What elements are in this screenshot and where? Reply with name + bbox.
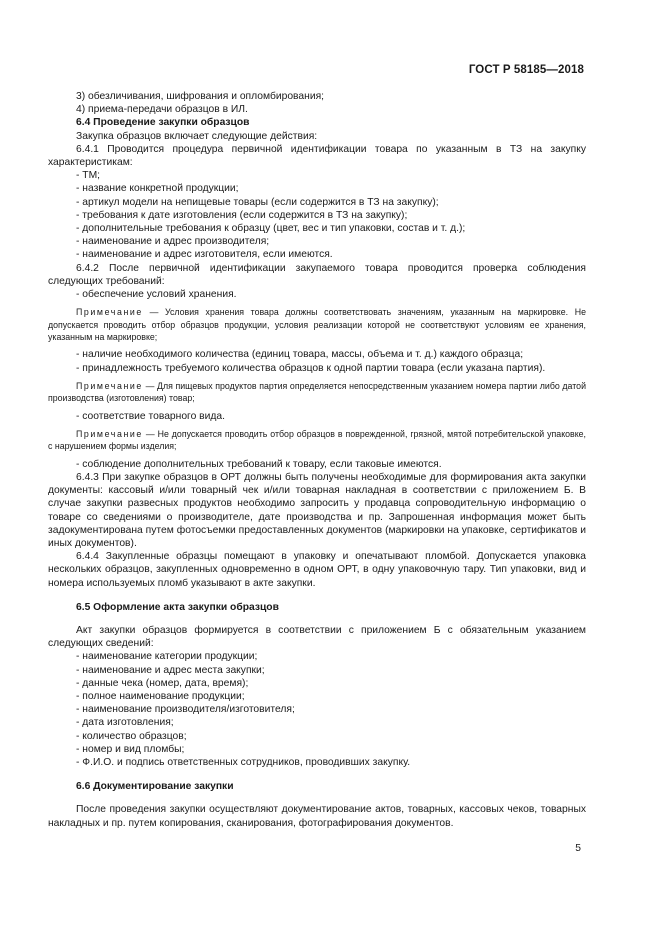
note — [48, 380, 586, 405]
paragraph: Закупка образцов включает следующие действия: — [76, 130, 318, 142]
paragraph-6-5: Акт закупки образцов формируется в соответствии с приложением Б с обязательным указанием следующих сведений: — [48, 624, 586, 650]
list-item: - наименование категории продукции; — [76, 651, 258, 663]
paragraph-6-4-3: 6.4.3 При закупке образцов в ОРТ должны быть получены необходимые для формирования акта закупки документы: кассовый и/или товарный чек и/или товарная накладная в соответствии с приложением Б. В случае закупки развесных продуктов необходимо запросить у продавца сопроводительную информацию о товаре со сведениями о производителе, дате производства и пр. Запрошенная информация может быть задокументирована путем фотосъемки предоставленных документов (маркировки на упаковке, сертификатов и иных документов). — [48, 471, 586, 549]
list-item: - наличие необходимого количества (единиц товара, массы, объема и т. д.) каждого образца; — [76, 349, 524, 361]
list-item: - артикул модели на непищевые товары (если содержится в ТЗ на закупку); — [76, 196, 439, 208]
list-item: - требования к дате изготовления (если содержится в ТЗ на закупку); — [76, 209, 408, 221]
list-item: - соблюдение дополнительных требований к товару, если таковые имеются. — [76, 458, 442, 470]
document-id-header: ГОСТ Р 58185—2018 — [468, 64, 584, 76]
paragraph-6-4-4: 6.4.4 Закупленные образцы помещают в упаковку и опечатывают пломбой. Допускается упаковка нескольких образцов, закупленных одновременно в одном ОРТ, в одну упаковочную тару. Тип упаковки, вид и номера используемых пломб указывают в акте закупки. — [48, 551, 586, 589]
list-item: - наименование и адрес места закупки; — [76, 664, 265, 676]
note-label: Примечание — [76, 307, 143, 318]
paragraph-6-4-1: 6.4.1 Проводится процедура первичной идентификации товара по указанным в ТЗ на закупку характеристикам: — [48, 143, 586, 169]
list-item: - название конкретной продукции; — [76, 183, 239, 195]
list-item: 4) приема-передачи образцов в ИЛ. — [76, 104, 248, 116]
list-item: - номер и вид пломбы; — [76, 743, 185, 755]
list-item: - дополнительные требования к образцу (цвет, вес и тип упаковки, состав и т. д.); — [76, 223, 466, 235]
document-body — [48, 90, 586, 830]
list-item: 3) обезличивания, шифрования и опломбирования; — [76, 91, 325, 102]
list-item: - дата изготовления; — [76, 717, 174, 729]
list-item: - соответствие товарного вида. — [76, 410, 225, 422]
paragraph-6-4-2: 6.4.2 После первичной идентификации закупаемого товара проводится проверка соблюдения следующих требований: — [48, 262, 586, 287]
list-item: - Ф.И.О. и подпись ответственных сотрудников, проводивших закупку. — [76, 756, 411, 768]
section-heading-6-5: 6.5 Оформление акта закупки образцов — [76, 601, 279, 613]
note-label: Примечание — [76, 380, 143, 391]
note-text: — Не допускается проводить отбор образцов в поврежденной, грязной, мятой потребительской упаковке, с нарушением формы изделия; — [48, 428, 586, 452]
list-item: - полное наименование продукции; — [76, 690, 245, 702]
list-item: - данные чека (номер, дата, время); — [76, 677, 249, 689]
section-heading-6-4: 6.4 Проведение закупки образцов — [76, 117, 250, 129]
list-item: - количество образцов; — [76, 730, 187, 742]
list-item: - наименование производителя/изготовителя; — [76, 704, 295, 716]
list-item: - обеспечение условий хранения. — [76, 289, 237, 301]
page-number: 5 — [575, 843, 581, 854]
note-text: — Для пищевых продуктов партия определяется непосредственным указанием номера партии либо датой производства (изготовления) товар; — [48, 380, 586, 404]
note — [48, 428, 586, 453]
list-item: - ТМ; — [76, 170, 101, 182]
list-item: - принадлежность требуемого количества образцов к одной партии товара (если указана партия). — [76, 362, 546, 374]
section-heading-6-6: 6.6 Документирование закупки — [76, 781, 234, 793]
note — [48, 306, 586, 343]
list-item: - наименование и адрес производителя; — [76, 236, 270, 248]
list-item: - наименование и адрес изготовителя, если имеются. — [76, 249, 333, 261]
note-text: — Условия хранения товара должны соответствовать значениям, указанным на маркировке. Не допускается проводить отбор образцов продукции, условия реализации которой не соответствуют условиям ее хранения, указанным на маркировке; — [48, 307, 586, 343]
note-label: Примечание — [76, 428, 143, 439]
paragraph-6-6: После проведения закупки осуществляют документирование актов, товарных, кассовых чеков, товарных накладных и пр. путем копирования, сканирования, фотографирования документов. — [48, 804, 586, 829]
